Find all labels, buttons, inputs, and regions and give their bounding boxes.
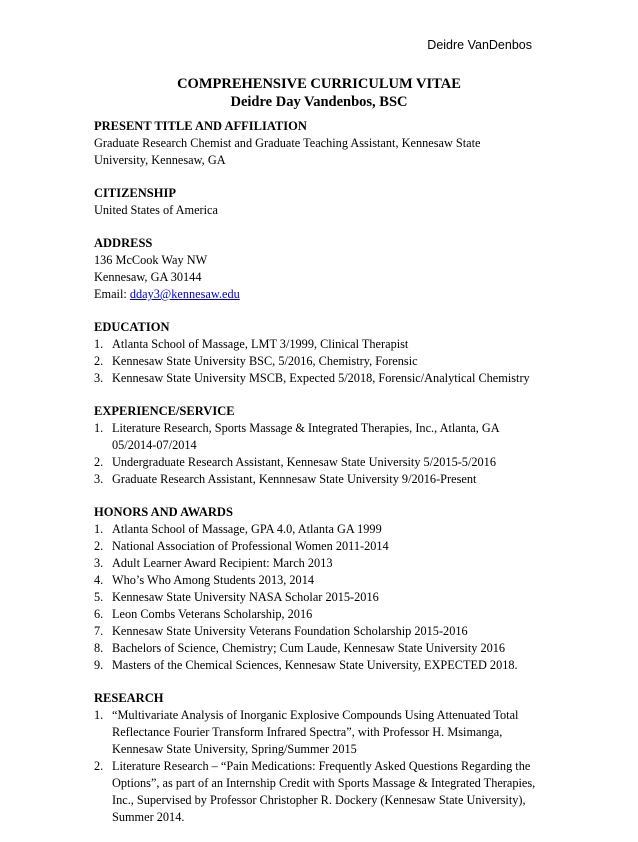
item-number: 2. xyxy=(94,539,104,553)
item-number: 5. xyxy=(94,590,104,604)
header-name: Deidre VanDenbos xyxy=(427,38,532,52)
item-text: Who’s Who Among Students 2013, 2014 xyxy=(112,573,314,587)
address-email-row xyxy=(94,286,554,303)
item-text: Bachelors of Science, Chemistry; Cum Laude, Kennesaw State University 2016 xyxy=(112,641,506,655)
present-line: University, Kennesaw, GA xyxy=(94,153,226,167)
item-number: 8. xyxy=(94,641,104,655)
section-citizenship xyxy=(94,185,554,219)
document-subtitle: Deidre Day Vandenbos, BSC xyxy=(230,94,408,110)
section-heading: EXPERIENCE/SERVICE xyxy=(94,404,235,418)
item-number: 1. xyxy=(94,522,104,536)
item-number: 1. xyxy=(94,708,104,722)
list-item xyxy=(94,538,554,555)
email-link[interactable]: dday3@kennesaw.edu xyxy=(129,287,240,301)
item-number: 6. xyxy=(94,607,104,621)
item-text: Kennesaw State University NASA Scholar 2015-2016 xyxy=(112,590,379,604)
item-text: Kennesaw State University Veterans Foundation Scholarship 2015-2016 xyxy=(112,624,468,638)
section-heading: EDUCATION xyxy=(94,320,170,334)
item-text: Literature Research – “Pain Medications: Frequently Asked Questions Regarding the Options”, as part of an Internship Credit with Sports Massage & Integrated Therapies, Inc., Supervised by Professor Christopher R. Dockery (Kennesaw State University), Summer 2014. xyxy=(112,759,536,824)
item-text: Leon Combs Veterans Scholarship, 2016 xyxy=(112,607,313,621)
item-text: Kennesaw State University MSCB, Expected 5/2018, Forensic/Analytical Chemistry xyxy=(112,371,530,385)
list-item xyxy=(94,555,554,572)
section-heading: RESEARCH xyxy=(94,691,164,705)
list-item xyxy=(94,420,554,454)
list-item xyxy=(94,471,554,488)
list-item xyxy=(94,454,554,471)
list-item xyxy=(94,640,554,657)
section-experience xyxy=(94,403,554,488)
item-text: Adult Learner Award Recipient: March 2013 xyxy=(112,556,333,570)
item-number: 2. xyxy=(94,759,104,773)
list-item xyxy=(94,572,554,589)
list-item xyxy=(94,521,554,538)
citizenship-value: United States of America xyxy=(94,203,218,217)
list-item xyxy=(94,370,554,387)
list-item xyxy=(94,589,554,606)
email-label: Email: xyxy=(94,287,127,301)
list-item xyxy=(94,606,554,623)
list-item xyxy=(94,657,554,674)
item-number: 1. xyxy=(94,337,104,351)
list-item xyxy=(94,353,554,370)
item-number: 3. xyxy=(94,371,104,385)
item-text: Atlanta School of Massage, LMT 3/1999, Clinical Therapist xyxy=(112,337,409,351)
section-research xyxy=(94,690,554,826)
section-address xyxy=(94,235,554,303)
section-honors xyxy=(94,504,554,674)
item-number: 3. xyxy=(94,556,104,570)
section-heading: HONORS AND AWARDS xyxy=(94,505,233,519)
item-number: 3. xyxy=(94,472,104,486)
item-number: 7. xyxy=(94,624,104,638)
list-item xyxy=(94,707,554,758)
list-item xyxy=(94,758,554,826)
address-street: 136 McCook Way NW xyxy=(94,253,208,267)
section-heading: PRESENT TITLE AND AFFILIATION xyxy=(94,119,307,133)
section-heading: ADDRESS xyxy=(94,236,153,250)
item-text: Graduate Research Assistant, Kennnesaw State University 9/2016-Present xyxy=(112,472,477,486)
section-education xyxy=(94,319,554,387)
item-text: Kennesaw State University BSC, 5/2016, Chemistry, Forensic xyxy=(112,354,418,368)
item-number: 1. xyxy=(94,421,104,435)
item-number: 9. xyxy=(94,658,104,672)
item-text: Atlanta School of Massage, GPA 4.0, Atlanta GA 1999 xyxy=(112,522,382,536)
section-heading: CITIZENSHIP xyxy=(94,186,176,200)
item-number: 2. xyxy=(94,455,104,469)
item-text: “Multivariate Analysis of Inorganic Explosive Compounds Using Attenuated Total Reflectance Fourier Transform Infrared Spectra”, with Professor H. Msimanga, Kennesaw State University, Spring/Summer 2015 xyxy=(112,708,519,756)
item-text: Literature Research, Sports Massage & Integrated Therapies, Inc., Atlanta, GA 05/2014-07/2014 xyxy=(112,421,499,452)
list-item xyxy=(94,623,554,640)
item-text: National Association of Professional Women 2011-2014 xyxy=(112,539,389,553)
item-text: Masters of the Chemical Sciences, Kennesaw State University, EXPECTED 2018. xyxy=(112,658,518,672)
section-present xyxy=(94,118,554,169)
address-city: Kennesaw, GA 30144 xyxy=(94,270,202,284)
cv-body xyxy=(94,118,554,842)
item-number: 4. xyxy=(94,573,104,587)
item-text: Undergraduate Research Assistant, Kennesaw State University 5/2015-5/2016 xyxy=(112,455,496,469)
item-number: 2. xyxy=(94,354,104,368)
list-item xyxy=(94,336,554,353)
present-line: Graduate Research Chemist and Graduate Teaching Assistant, Kennesaw State xyxy=(94,136,481,150)
document-title: COMPREHENSIVE CURRICULUM VITAE xyxy=(177,76,461,92)
